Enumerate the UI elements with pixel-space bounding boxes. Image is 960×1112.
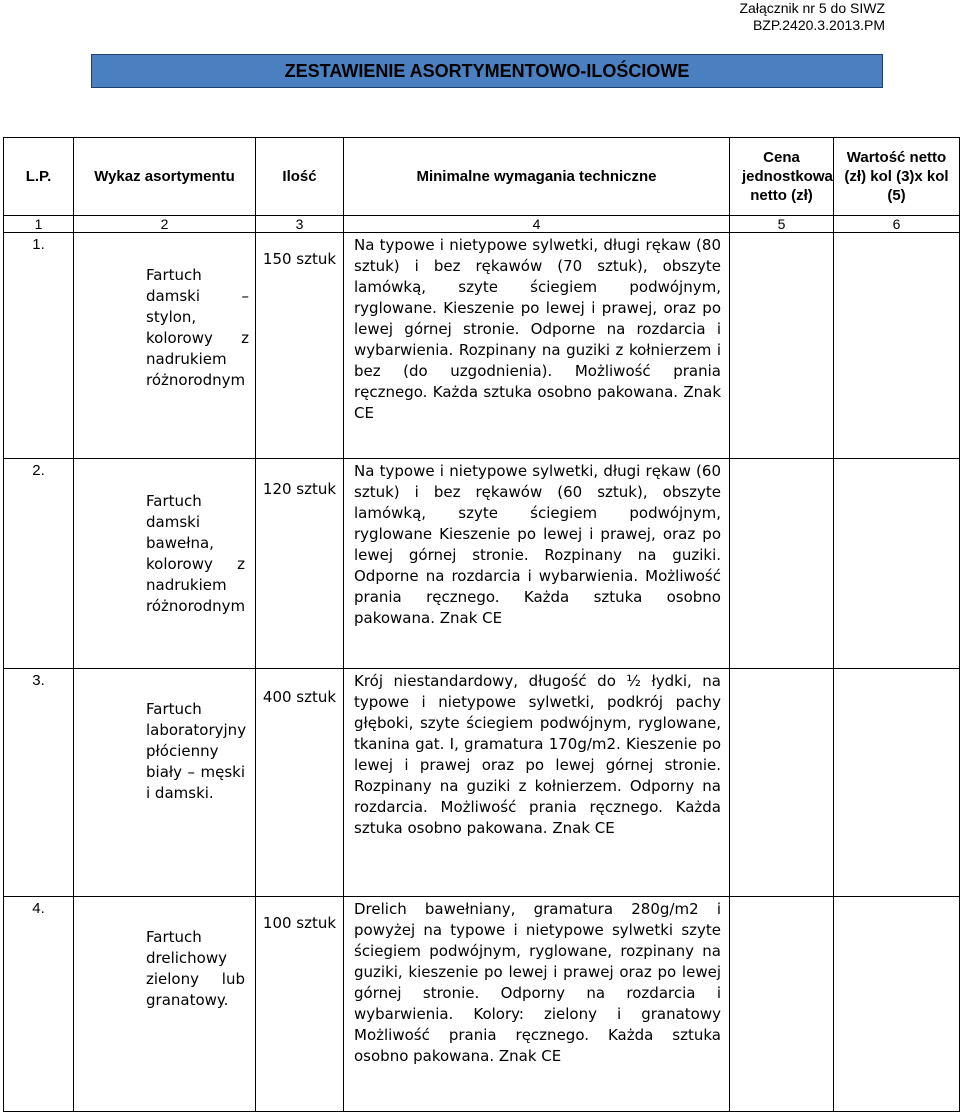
column-number: 6	[834, 216, 960, 233]
item-quantity: 100 sztuk	[256, 897, 344, 1112]
col-header-lp: L.P.	[4, 138, 74, 216]
row-number: 1.	[4, 233, 74, 459]
item-specification: Krój niestandardowy, długość do ½ łydki, na typowe i nietypowe sylwetki, podkrój pachy głęboki, szyte ściegiem podwójnym, ryglowane, tkanina gat. I, gramatura 170g/m2. Kieszenie po lewej i prawej oraz po lewej górnej stronie. Rozpinany na guziki z kołnierzem. Odporny na rozdarcia. Możliwość prania ręcznego. Każda sztuka osobno pakowana. Znak CE	[344, 669, 730, 897]
document-title	[91, 54, 883, 88]
col-header-name: Wykaz asortymentu	[74, 138, 256, 216]
unit-price-cell[interactable]	[730, 669, 834, 897]
document-title-text: ZESTAWIENIE ASORTYMENTOWO-ILOŚCIOWE	[284, 60, 690, 81]
col-header-unit-price: Cena jednostkowa netto (zł)	[730, 138, 834, 216]
net-value-cell[interactable]	[834, 459, 960, 669]
unit-price-cell[interactable]	[730, 459, 834, 669]
col-header-spec: Minimalne wymagania techniczne	[344, 138, 730, 216]
table-row	[4, 897, 960, 1112]
table-row	[4, 233, 960, 459]
column-number: 2	[74, 216, 256, 233]
item-specification: Drelich bawełniany, gramatura 280g/m2 i powyżej na typowe i nietypowe sylwetki szyte ściegiem podwójnym, ryglowane, rozpinany na guziki, kieszenie po lewej i prawej oraz po lewej górnej stronie. Odporny na rozdarcia i wybarwienia. Kolory: zielony i granatowy Możliwość prania ręcznego. Każda sztuka osobno pakowana. Znak CE	[344, 897, 730, 1112]
column-number: 5	[730, 216, 834, 233]
column-number: 1	[4, 216, 74, 233]
column-number-row	[4, 216, 960, 233]
column-number: 4	[344, 216, 730, 233]
item-name: Fartuch damski – stylon, kolorowy z nadrukiem różnorodnym	[74, 233, 256, 459]
item-name: Fartuch laboratoryjny płócienny biały – męski i damski.	[74, 669, 256, 897]
item-name: Fartuch damski bawełna, kolorowy z nadrukiem różnorodnym	[74, 459, 256, 669]
row-number: 4.	[4, 897, 74, 1112]
table-row	[4, 669, 960, 897]
row-number: 3.	[4, 669, 74, 897]
assortment-table	[3, 137, 960, 1112]
col-header-value: Wartość netto (zł) kol (3)x kol (5)	[834, 138, 960, 216]
item-quantity: 150 sztuk	[256, 233, 344, 459]
item-quantity: 120 sztuk	[256, 459, 344, 669]
net-value-cell[interactable]	[834, 669, 960, 897]
row-number: 2.	[4, 459, 74, 669]
table-row	[4, 459, 960, 669]
net-value-cell[interactable]	[834, 897, 960, 1112]
reference-number: BZP.2420.3.2013.PM	[752, 17, 885, 33]
unit-price-cell[interactable]	[730, 897, 834, 1112]
item-quantity: 400 sztuk	[256, 669, 344, 897]
annex-label: Załącznik nr 5 do SIWZ	[739, 0, 885, 16]
table-header-row	[4, 138, 960, 216]
column-number: 3	[256, 216, 344, 233]
net-value-cell[interactable]	[834, 233, 960, 459]
document-header-note	[740, 0, 886, 34]
col-header-qty: Ilość	[256, 138, 344, 216]
unit-price-cell[interactable]	[730, 233, 834, 459]
item-specification: Na typowe i nietypowe sylwetki, długi rękaw (80 sztuk) i bez rękawów (70 sztuk), obszyte lamówką, szyte ściegiem podwójnym, ryglowane. Kieszenie po lewej i prawej, oraz po lewej górnej stronie. Odporne na rozdarcia i wybarwienia. Rozpinany na guziki z kołnierzem i bez (do uzgodnienia). Możliwość prania ręcznego. Każda sztuka osobno pakowana. Znak CE	[344, 233, 730, 459]
item-name: Fartuch drelichowy zielony lub granatowy.	[74, 897, 256, 1112]
item-specification: Na typowe i nietypowe sylwetki, długi rękaw (60 sztuk) i bez rękawów (60 sztuk), obszyte lamówką, szyte ściegiem podwójnym, ryglowane Kieszenie po lewej i prawej, oraz po lewej górnej stronie. Rozpinany na guziki. Odporne na rozdarcia i wybarwienia. Możliwość prania ręcznego. Każda sztuka osobno pakowana. Znak CE	[344, 459, 730, 669]
